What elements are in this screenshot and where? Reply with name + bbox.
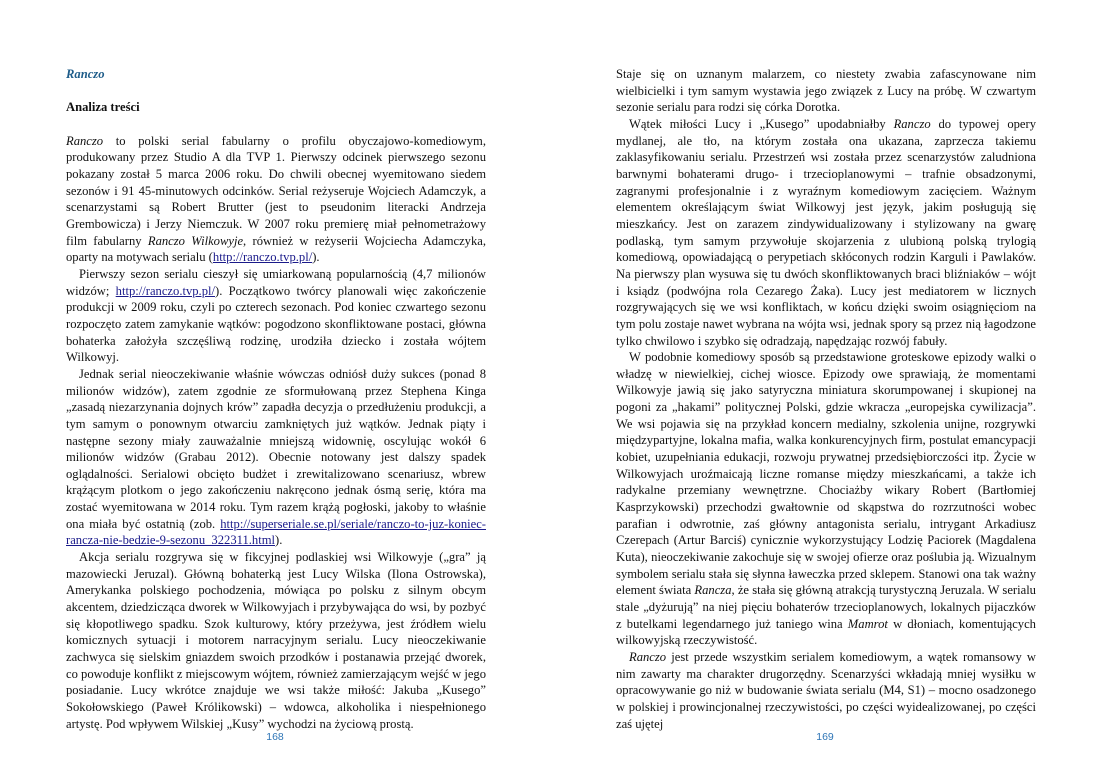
- url-link[interactable]: http://ranczo.tvp.pl/: [212, 250, 313, 265]
- right-body: [616, 66, 1036, 732]
- text-run: Staje się on uznanym malarzem, co niestety zwabia zafascynowane nim wielbicielki i tym samym wystawia jego związek z Lucy na próbę. W czwartym sezonie serialu para rodzi się córka Dorotka.: [616, 67, 1036, 115]
- body-paragraph: [66, 266, 486, 366]
- body-paragraph: [66, 366, 486, 549]
- text-run: jest przede wszystkim serialem komediowym, a wątek romansowy w nim zawarty ma charakter drugorzędny. Scenarzyści wkładają mniej wysiłku w opracowywanie go niż w budowanie świata serialu (M4, S1) – mocno osadzonego w polskiej i prowincjonalnej rzeczywistości, po części wyidealizowanej, po części zaś ujętej: [616, 649, 1036, 731]
- italic-title: Rancza: [694, 583, 732, 598]
- italic-title: Ranczo: [629, 649, 667, 664]
- page-number-left: 168: [266, 731, 284, 743]
- italic-title: Ranczo: [893, 116, 931, 131]
- body-paragraph: [616, 649, 1036, 732]
- chapter-title: Ranczo: [66, 67, 105, 81]
- text-run: ).: [312, 250, 320, 265]
- text-run: Pierwszy sezon serialu cieszył się umiarkowaną popularnością (4,7 milionów widzów;: [66, 266, 486, 298]
- url-link[interactable]: http://superseriale.se.pl/seriale/ranczo-to-juz-koniec-rancza-nie-bedzie-9-sezonu_322311.html: [66, 516, 486, 548]
- text-run: Jednak serial nieoczekiwanie właśnie wówczas odniósł duży sukces (ponad 8 milionów widzów), zatem zgodnie ze sformułowaną przez Stephena Kinga „zasadą niezarzynania dojnych krów” zapadła decyzja o przedłużeniu produkcji, a tym samym o ponownym otwarciu zamkniętych już wątków. Jednak piąty i następne sezony miały zauważalnie mniejszą widownię, oscylując wokół 6 milionów widzów (Grabau 2012). Obecnie notowany jest dalszy spadek oglądalności. Serialowi obcięto budżet i zrewitalizowano scenariusz, wbrew krążącym plotkom o jego zakończeniu nakręcono jednak ósmą serię, która ma zostać wyemitowana w 2014 roku. Tym razem krążą pogłoski, jakoby to właśnie ona miała być ostatnią (zob.: [66, 366, 486, 531]
- text-run: Wątek miłości Lucy i „Kusego” upodabniałby: [629, 116, 894, 131]
- text-run: to polski serial fabularny o profilu obyczajowo-komediowym, produkowany przez Studio A dla TVP 1. Pierwszy odcinek pierwszego sezonu pokazany został 5 marca 2006 roku. Do chwili obecnej wyemitowano siedem sezonów i 91 45-minutowych odcinków. Serial reżyseruje Wojciech Adamczyk, a scenarzystami są Robert Brutter (jest to pseudonim literacki Andrzeja Grembowicza) i Jerzy Niemczuk. W 2007 roku premierę miał pełnometrażowy film fabularny: [66, 133, 486, 248]
- text-run: Akcja serialu rozgrywa się w fikcyjnej podlaskiej wsi Wilkowyje („gra” ją mazowiecki Jeruzal). Główną bohaterką jest Lucy Wilska (Ilona Ostrowska), Amerykanka polskiego pochodzenia, mówiąca po polsku z silnym obcym akcentem, dziedzicząca dworek w Wilkowyjach i przybywająca do wsi, by pozbyć się kłopotliwego spadku. Szok kulturowy, który przeżywa, jest źródłem wielu komicznych sytuacji i motorem narracyjnym serialu. Lucy nieoczekiwanie zachwyca się sielskim gniazdem swoich przodków i postanawia przejąć dworek, co powoduje konflikt z miejscowym wójtem, również zamierzającym wejść w jego posiadanie. Lucy wkrótce znajduje we wsi także miłość: Jakuba „Kusego” Sokołowskiego (Paweł Królikowski) – wdowca, alkoholika i niespełnionego artystę. Pod wpływem Wilskiej „Kusy” wychodzi na życiową prostą.: [66, 550, 487, 731]
- section-heading: Analiza treści: [66, 100, 140, 115]
- url-link[interactable]: http://ranczo.tvp.pl/: [115, 283, 216, 298]
- body-paragraph: [616, 349, 1036, 649]
- body-paragraph: [66, 549, 486, 732]
- italic-title: Ranczo: [66, 133, 104, 148]
- left-body: [66, 133, 486, 733]
- text-run: , że stała się główną atrakcją turystyczną Jeruzala. W serialu stale „dyżurują” na niej pięciu bohaterów trzecioplanowych, lokalnych pijaczków z butelkami legendarnego już taniego wina: [616, 583, 1036, 631]
- body-paragraph: [616, 66, 1036, 116]
- italic-title: Mamrot: [847, 616, 888, 631]
- italic-title: Ranczo Wilkowyje: [147, 233, 244, 248]
- text-run: w dłoniach, komentujących wilkowyjską rzeczywistość.: [616, 616, 1036, 648]
- left-text-block: [66, 66, 486, 732]
- body-paragraph: [616, 116, 1036, 349]
- page-number-right: 169: [816, 731, 834, 743]
- body-paragraph: [66, 133, 486, 266]
- text-run: do typowej opery mydlanej, ale tło, na którym została ona ukazana, zaprzecza takiemu zaklasyfikowaniu serialu. Przestrzeń wsi została przez scenarzystów zaludniona barwnymi bohaterami drugo- i trzecioplanowymi – trafnie obsadzonymi, zagranymi profesjonalnie i z wyraźnym komediowym zacięciem. Ważnym elementem określającym świat Wilkowyj jest język, jakim posługują się mieszkańcy. Jest on zarazem zindywidualizowany i stylizowany na gwarę podlaską, tym samym przywołuje skojarzenia z ulubioną polską trylogią komediową, opowiadającą o perypetiach skłóconych rodzin Karguli i Pawlaków. Na pierwszy plan wysuwa się tu dwóch skonfliktowanych braci bliźniaków – wójt i ksiądz (podwójna rola Cezarego Żaka). Lucy jest mediatorem w licznych rozgrywających się we wsi konfliktach, w końcu dzięki swoim osiągnięciom na tym polu zostaje nawet wybrana na wójta wsi, jednak spory są przez nią łagodzone tylko chwilowo i szybko się odradzają, napędzając rozwój fabuły.: [616, 116, 1036, 348]
- text-run: , również w reżyserii Wojciecha Adamczyka, oparty na motywach serialu (: [66, 233, 486, 265]
- right-page: [550, 0, 1100, 778]
- text-run: ). Początkowo twórcy planowali więc zakończenie produkcji w 2009 roku, czyli po czterech sezonach. Pod koniec czwartego sezonu rozpoczęto zatem zamykanie wątków: pogodzono skonfliktowane postaci, główna bohaterka założyła szczęśliwą rodzinę, urodziła dziecko i została wójtem Wilkowyj.: [66, 283, 486, 365]
- text-run: ).: [275, 533, 283, 548]
- text-run: W podobnie komediowy sposób są przedstawione groteskowe epizody walki o władzę w niewielkiej, cichej wiosce. Epizody owe sprawiają, że momentami Wilkowyje jawią się jako satyryczna miniatura skorumpowanej i skupionej na pogoni za „hakami” politycznej Polski, gdzie wkracza „europejska cywilizacja”. We wsi pojawia się na przykład koncern medialny, szkolenia unijne, rozgrywki międzypartyjne, lokalna mafia, walka konkurencyjnych firm, postulat emancypacji kobiet, uzupełniania edukacji, rozwoju prywatnej przedsiębiorczości itp. Życie w Wilkowyjach uroźmaicają liczne romanse między mieszkańcami, a także ich radykalne przemiany wewnętrzne. Chociażby wikary Robert (Bartłomiej Kasprzykowski) przechodzi gwałtownie od skąpstwa do rozrzutności wobec parafian i odwrotnie, zaś główny antagonista serialu, intrygant Arkadiusz Czerepach (Artur Barciś) cynicznie wykorzystujący Lodzię Paciorek (Magdalena Kuta), nieoczekiwanie zakochuje się w swojej ofierze oraz poślubia ją. Wizualnym symbolem serialu stała się słynna ławeczka przed sklepem. Stanowi ona tak ważny element świata: [616, 350, 1036, 598]
- right-text-block: [616, 66, 1036, 732]
